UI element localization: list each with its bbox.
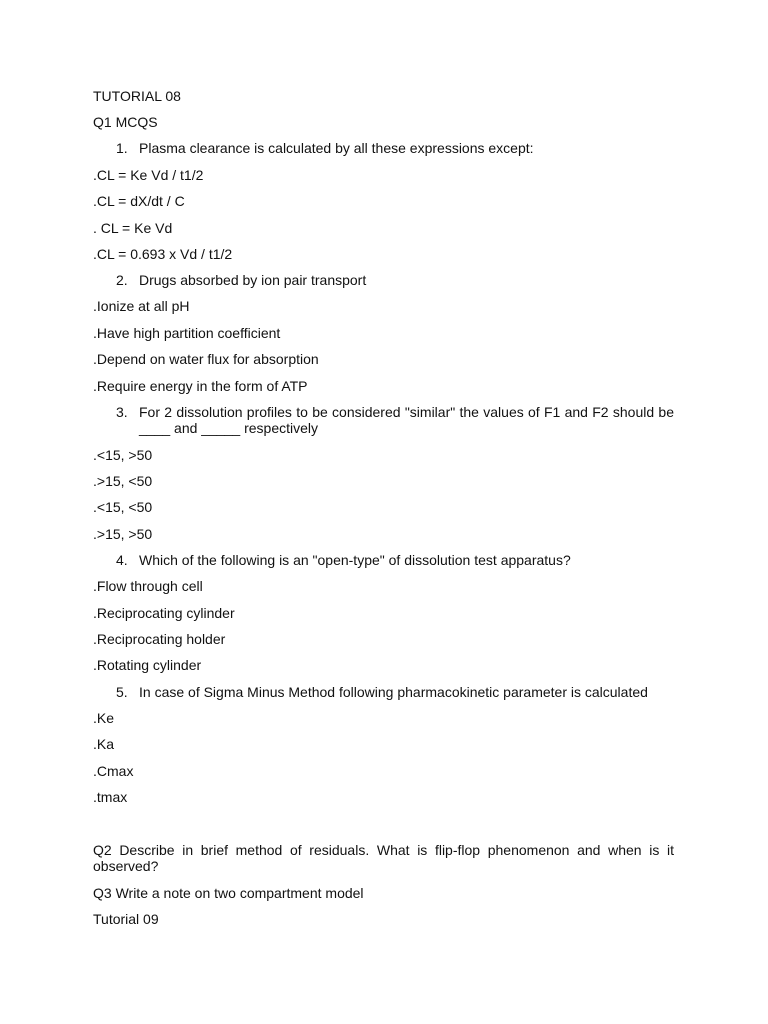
- option-item: .Require energy in the form of ATP: [93, 378, 308, 394]
- option-item: .Reciprocating cylinder: [93, 605, 235, 621]
- option-item: .Ke: [93, 710, 115, 726]
- question-number: 4.: [116, 552, 128, 568]
- option-item: .>15, >50: [93, 526, 153, 542]
- q2-question: Q2 Describe in brief method of residuals. What is flip-flop phenomenon and when is it observed?: [93, 842, 674, 874]
- option-item: .Depend on water flux for absorption: [93, 351, 319, 367]
- option-item: .Ka: [93, 736, 115, 752]
- option-item: .>15, <50: [93, 473, 153, 489]
- option-item: .Have high partition coefficient: [93, 325, 281, 341]
- question-number: 5.: [116, 684, 128, 700]
- q3-question: Q3 Write a note on two compartment model: [93, 885, 364, 901]
- option-item: .Reciprocating holder: [93, 631, 226, 647]
- option-item: .Flow through cell: [93, 578, 203, 594]
- question-number: 1.: [116, 140, 128, 156]
- question-text: Plasma clearance is calculated by all these expressions except:: [139, 140, 534, 156]
- option-item: .<15, <50: [93, 499, 153, 515]
- next-tutorial-title: Tutorial 09: [93, 911, 159, 927]
- option-item: .tmax: [93, 789, 128, 805]
- option-item: .CL = dX/dt / C: [93, 193, 185, 209]
- question-text: In case of Sigma Minus Method following pharmacokinetic parameter is calculated: [139, 684, 648, 700]
- option-item: .<15, >50: [93, 447, 153, 463]
- q1-heading: Q1 MCQS: [93, 114, 158, 130]
- option-item: .Ionize at all pH: [93, 298, 190, 314]
- tutorial-title: TUTORIAL 08: [93, 88, 181, 104]
- option-item: . CL = Ke Vd: [93, 220, 173, 236]
- option-item: .CL = Ke Vd / t1/2: [93, 167, 204, 183]
- option-item: .Cmax: [93, 763, 134, 779]
- option-item: .CL = 0.693 x Vd / t1/2: [93, 246, 233, 262]
- question-text: For 2 dissolution profiles to be considered "similar" the values of F1 and F2 should be ____ and _____ respectively: [139, 404, 674, 436]
- question-number: 2.: [116, 272, 128, 288]
- option-item: .Rotating cylinder: [93, 657, 202, 673]
- question-number: 3.: [116, 404, 128, 420]
- question-text: Which of the following is an "open-type" of dissolution test apparatus?: [139, 552, 571, 568]
- question-text: Drugs absorbed by ion pair transport: [139, 272, 367, 288]
